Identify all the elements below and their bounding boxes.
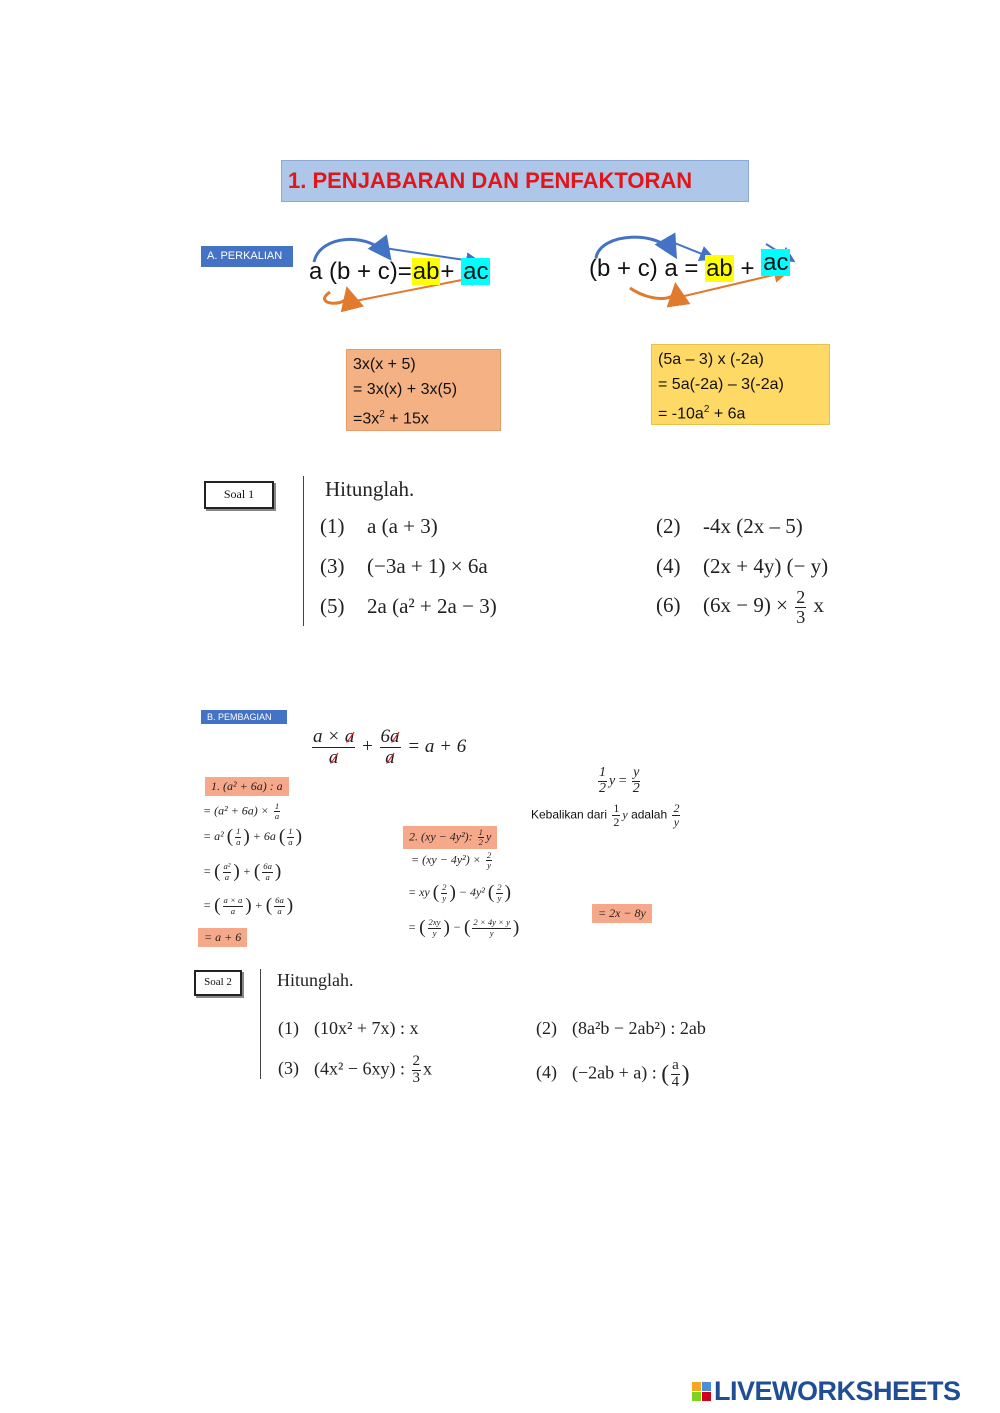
- example1-result: = a + 6: [198, 928, 247, 947]
- soal1-item-6: (6) (6x − 9) × $\frac{2}{3}$ x: [656, 587, 824, 627]
- soal2-divider: [260, 969, 261, 1079]
- example2-result: = 2x − 8y: [592, 904, 652, 923]
- soal2-item-4: (4) (−2ab + a) : ( $\frac{a}{4}$ ): [536, 1057, 690, 1090]
- example2-header: 2. (xy − 4y²): $\frac{1}{2}$ y: [403, 826, 497, 849]
- soal2-item-2: (2) (8a²b − 2ab²) : 2ab: [536, 1018, 706, 1038]
- liveworksheets-icon: [692, 1382, 711, 1401]
- example2-step2: = xy ( $\frac{2}{y}$ ) − 4y² ( $\frac{2}{y}$ ): [408, 882, 511, 903]
- example-left-line1: 3x(x + 5): [353, 356, 416, 373]
- example1-step3: = ( $\frac{\text{a²}}{a}$ ) + ( $\frac{6a}{a}$ ): [203, 861, 282, 882]
- soal1-heading: Hitunglah.: [325, 477, 415, 501]
- soal1-item-3: (3) (−3a + 1) × 6a: [320, 554, 488, 578]
- example-right-line3: = $-10a^2 + 6a$: [658, 404, 746, 423]
- rule-right-term-ac: ac: [763, 249, 789, 276]
- soal1-item-2: (2) -4x (2x – 5): [656, 514, 803, 538]
- section-a-label: A. PERKALIAN: [201, 246, 293, 267]
- rule-left-term-ac: ac: [463, 258, 489, 285]
- soal1-item-1: (1) a (a + 3): [320, 514, 438, 538]
- rule-left-plus: +: [440, 258, 455, 285]
- soal1-divider: [303, 476, 304, 626]
- example-left-line3: $=3x^2 + 15x$: [353, 409, 429, 428]
- example1-step2: = a² ( $\frac{1}{a}$ ) + 6a ( $\frac{1}{a}$ ): [203, 826, 302, 847]
- example2-step3: = ( $\frac{2xy}{y}$ ) − ( $\frac{2 \times 4y \times y}{y}$ ): [408, 917, 520, 938]
- soal2-heading: Hitunglah.: [277, 970, 354, 990]
- example-right-line1: (5a – 3) x (-2a): [658, 351, 764, 368]
- example1-header: 1. (a² + 6a) : a: [205, 777, 289, 796]
- section-b-label: B. PEMBAGIAN: [201, 710, 287, 724]
- distributive-rule-left: [309, 258, 490, 286]
- rule-left-prefix: a (b + c)=: [309, 258, 412, 285]
- half-y-equation: $\frac{1}{2}$ y = $\frac{y}{2}$: [599, 765, 640, 796]
- example-left-line2: = 3x(x) + 3x(5): [353, 381, 458, 398]
- distributive-rule-right: [589, 249, 790, 283]
- page-title: 1. PENJABARAN DAN PENFAKTORAN: [281, 160, 749, 202]
- example-box-left: [346, 349, 501, 431]
- soal2-label: Soal 2: [194, 970, 242, 996]
- example-box-right: [651, 344, 830, 425]
- liveworksheets-brand: LIVEWORKSHEETS: [714, 1376, 961, 1406]
- soal1-label: Soal 1: [204, 481, 274, 509]
- soal1-item-5: (5) 2a (a² + 2a − 3): [320, 594, 497, 618]
- soal1-item-4: (4) (2x + 4y) (− y): [656, 554, 829, 578]
- example2-step1: = (xy − 4y²) × $\frac{2}{y}$: [411, 850, 492, 871]
- rule-right-term-ab: ab: [706, 255, 733, 282]
- soal2-item-3: (3) (4x² − 6xy) : $\frac{2}{3}$ x: [278, 1053, 433, 1086]
- example-right-line2: = 5a(-2a) – 3(-2a): [658, 376, 784, 393]
- rule-left-term-ab: ab: [412, 258, 440, 285]
- soal2-item-1: (1) (10x² + 7x) : x: [278, 1018, 419, 1038]
- cancel-equation: $\frac{a \times a}{a}$ + $\frac{6a}{a}$ = a + 6: [313, 726, 467, 768]
- example1-step4: = ( $\frac{a \times a}{a}$ ) + ( $\frac{6a}{a}$ ): [203, 895, 294, 916]
- liveworksheets-logo: [692, 1376, 961, 1407]
- rule-right-prefix: (b + c) a =: [589, 255, 699, 282]
- kebalikan-note: Kebalikan dari $\frac{1}{2}$ y adalah $\frac{2}{y}$: [531, 801, 680, 829]
- example1-step1: = (a² + 6a) × $\frac{1}{a}$: [203, 801, 280, 822]
- cancel-equation-result: = a + 6: [407, 735, 467, 757]
- rule-right-plus: +: [740, 255, 755, 282]
